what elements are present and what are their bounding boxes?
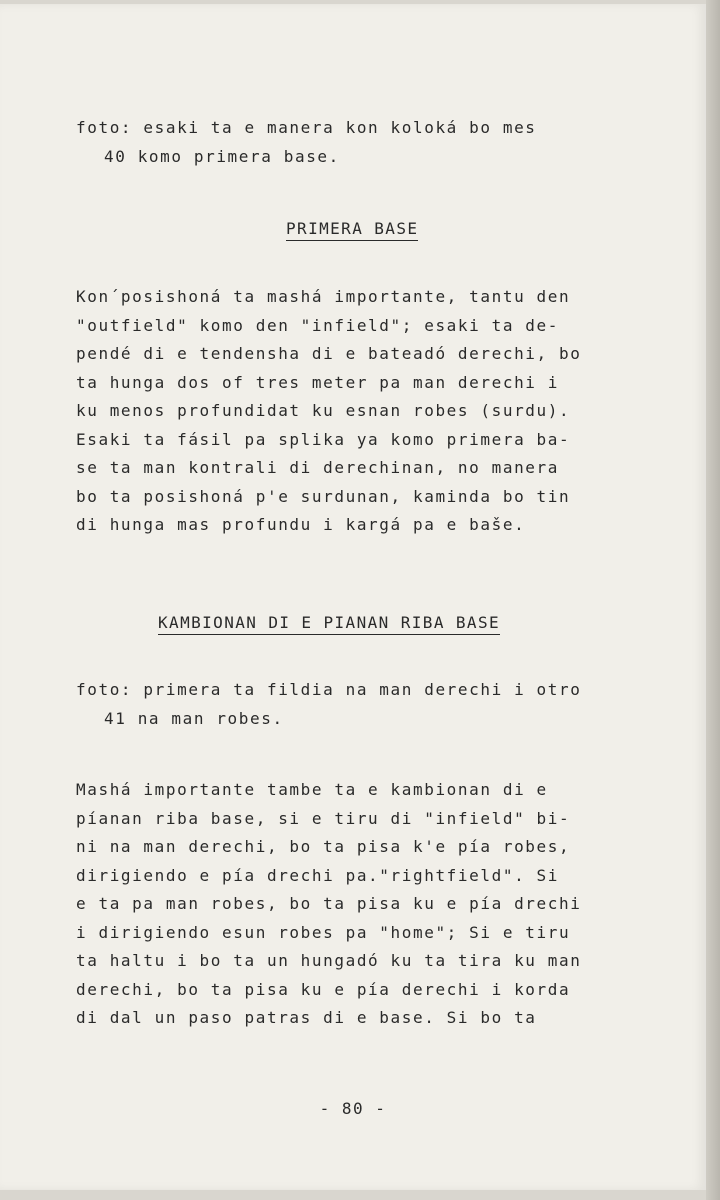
photo-caption-41 <box>76 676 656 733</box>
section-heading-kambionan: KAMBIONAN DI E PIANAN RIBA BASE <box>158 613 500 635</box>
text-line: dirigiendo e pía drechi pa."rightfield". Si <box>76 865 560 885</box>
text-line: ku menos profundidat ku esnan robes (surdu). <box>76 401 571 420</box>
text-line: ta hunga dos of tres meter pa man derechi i <box>76 372 560 392</box>
caption-line: 41 na man robes. <box>104 708 284 728</box>
text-line: derechi, bo ta pisa ku e pía derechi i korda <box>76 979 571 999</box>
text-line: Esaki ta fásil pa splika ya komo primera ba- <box>76 429 571 449</box>
text-line: bo ta posishoná p'e surdunan, kaminda bo tin <box>76 486 571 506</box>
text-line: ta haltu i bo ta un hungadó ku ta tira ku man <box>76 951 582 970</box>
text-line: di dal un paso patras di e base. Si bo ta <box>76 1008 537 1027</box>
text-line: Mashá importante tambe ta e kambionan di e <box>76 780 548 799</box>
text-line: e ta pa man robes, bo ta pisa ku e pía drechi <box>76 894 582 913</box>
page-edge <box>706 0 720 1200</box>
text-line: ni na man derechi, bo ta pisa k'e pía robes, <box>76 837 571 856</box>
book-page <box>0 4 706 1190</box>
paragraph-primera-base <box>76 283 656 540</box>
text-line: di hunga mas profundu i kargá pa e baše. <box>76 515 526 534</box>
text-line: píanan riba base, si e tiru di "infield" bi- <box>76 808 571 828</box>
page-number: - 80 - <box>319 1099 387 1118</box>
caption-line: 40 komo primera base. <box>104 146 340 166</box>
paragraph-kambionan <box>76 776 656 1033</box>
caption-line: foto: esaki ta e manera kon koloká bo mes <box>76 118 537 137</box>
caption-line: foto: primera ta fildia na man derechi i otro <box>76 680 582 699</box>
text-line: i dirigiendo esun robes pa "home"; Si e tiru <box>76 922 571 942</box>
text-line: pendé di e tendensha di e bateadó derechi, bo <box>76 344 582 363</box>
text-line: Kon´posishoná ta mashá importante, tantu den <box>76 287 571 306</box>
section-heading-primera-base: PRIMERA BASE <box>286 219 418 241</box>
text-line: se ta man kontrali di derechinan, no manera <box>76 458 560 477</box>
photo-caption-40 <box>76 114 656 171</box>
text-line: "outfield" komo den "infield"; esaki ta de- <box>76 315 560 335</box>
